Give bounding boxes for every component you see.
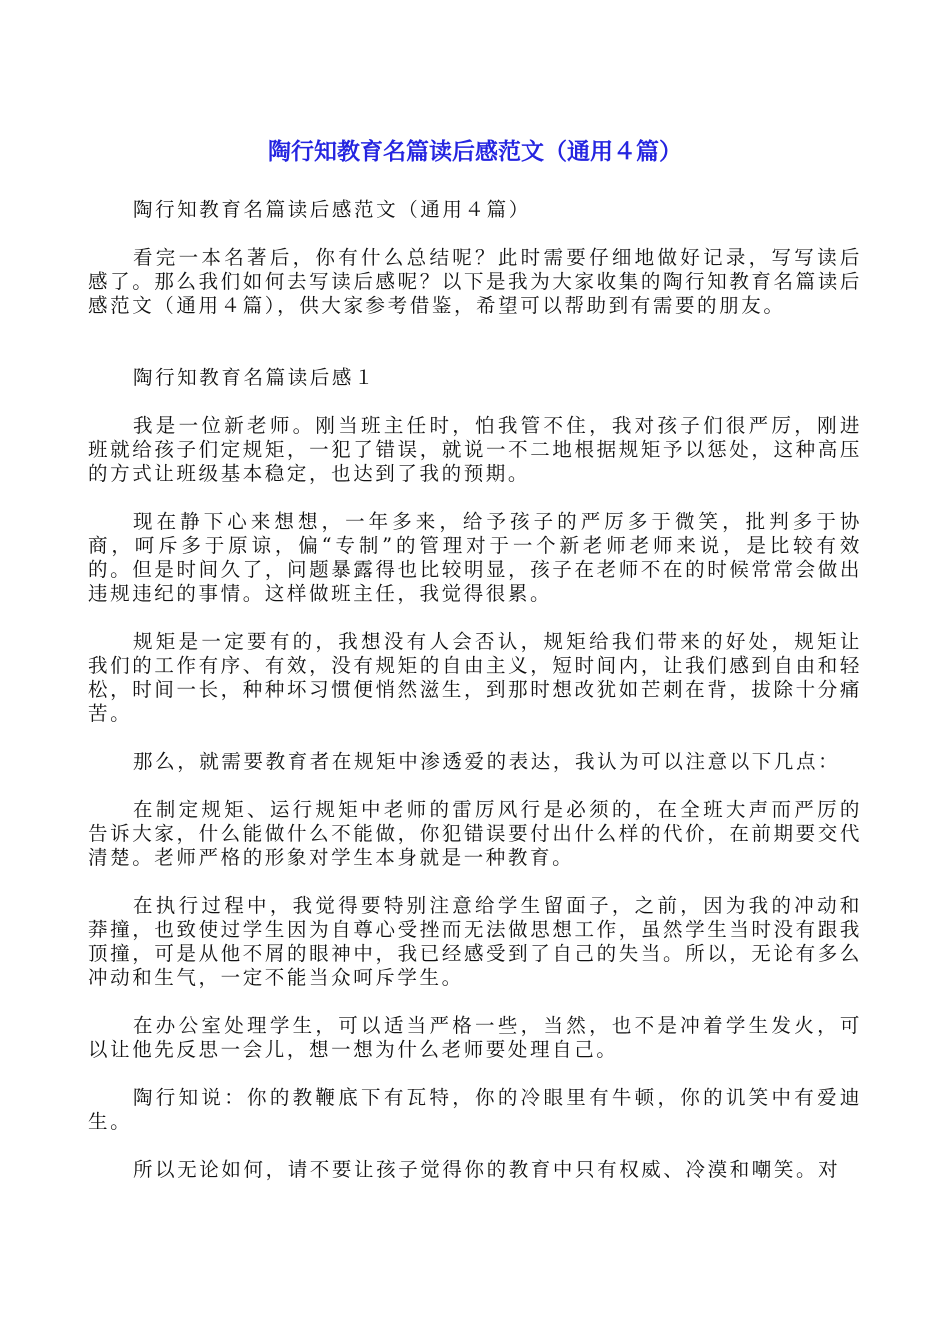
intro-paragraph: 看完一本名著后，你有什么总结呢？此时需要仔细地做好记录，写写读后感了。那么我们如何去写读后感呢？以下是我为大家收集的陶行知教育名篇读后感范文（通用４篇），供大家参考借鉴，希望可以帮助到有需要的朋友。 bbox=[88, 246, 862, 317]
body-paragraph: 所以无论如何，请不要让孩子觉得你的教育中只有权威、冷漠和嘲笑。对 bbox=[133, 1158, 841, 1181]
body-paragraph: 在办公室处理学生，可以适当严格一些，当然，也不是冲着学生发火，可以让他先反思一会儿，想一想为什么老师要处理自己。 bbox=[88, 1014, 862, 1061]
quote-paragraph: 陶行知说：你的教鞭底下有瓦特，你的冷眼里有牛顿，你的讥笑中有爱迪生。 bbox=[88, 1086, 862, 1133]
document-body bbox=[88, 198, 862, 1206]
body-paragraph: 在制定规矩、运行规矩中老师的雷厉风行是必须的，在全班大声而严厉的告诉大家，什么能做什么不能做，你犯错误要付出什么样的代价，在前期要交代清楚。老师严格的形象对学生本身就是一种教育。 bbox=[88, 798, 862, 869]
body-paragraph: 现在静下心来想想，一年多来，给予孩子的严厉多于微笑，批判多于协商，呵斥多于原谅，偏“专制”的管理对于一个新老师老师来说，是比较有效的。但是时间久了，问题暴露得也比较明显，孩子在老师不在的时候常常会做出违规违纪的事情。这样做班主任，我觉得很累。 bbox=[88, 510, 862, 605]
document-title: 陶行知教育名篇读后感范文（通用４篇） bbox=[268, 139, 682, 165]
section-heading: 陶行知教育名篇读后感１ bbox=[133, 366, 377, 389]
body-paragraph: 我是一位新老师。刚当班主任时，怕我管不住，我对孩子们很严厉，刚进班就给孩子们定规矩，一犯了错误，就说一不二地根据规矩予以惩处，这种高压的方式让班级基本稳定，也达到了我的预期。 bbox=[88, 414, 862, 485]
body-paragraph: 规矩是一定要有的，我想没有人会否认，规矩给我们带来的好处，规矩让我们的工作有序、有效，没有规矩的自由主义，短时间内，让我们感到自由和轻松，时间一长，种种坏习惯便悄然滋生，到那时想改犹如芒刺在背，拔除十分痛苦。 bbox=[88, 630, 862, 725]
body-paragraph: 那么，就需要教育者在规矩中渗透爱的表达，我认为可以注意以下几点： bbox=[133, 750, 841, 773]
body-paragraph: 在执行过程中，我觉得要特别注意给学生留面子，之前，因为我的冲动和莽撞，也致使过学生因为自尊心受挫而无法做思想工作，虽然学生当时没有跟我顶撞，可是从他不屑的眼神中，我已经感受到了自己的失当。所以，无论有多么冲动和生气，一定不能当众呵斥学生。 bbox=[88, 894, 862, 989]
intro-heading: 陶行知教育名篇读后感范文（通用４篇） bbox=[133, 198, 531, 221]
